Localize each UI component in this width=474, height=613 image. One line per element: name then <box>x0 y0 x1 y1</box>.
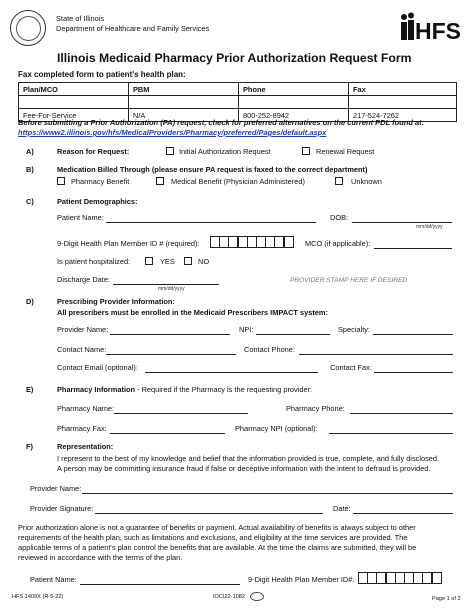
plan-table <box>18 82 457 122</box>
contact-fax-label: Contact Fax: <box>330 363 372 372</box>
hfs-logo <box>398 12 462 42</box>
dob-format-hint: mm/dd/yyyy <box>416 224 443 230</box>
signature-date-label: Date: <box>333 504 351 513</box>
pharmacy-npi-field[interactable] <box>329 433 453 434</box>
section-e-label: Pharmacy Information <box>57 385 136 394</box>
pharmacy-name-field[interactable] <box>114 413 248 414</box>
table-row <box>19 96 457 109</box>
section-e-label-note: - Required if the Pharmacy is the requesting provider: <box>135 385 313 394</box>
dob-field[interactable] <box>352 222 452 223</box>
npi-label: NPI: <box>239 325 254 334</box>
pharmacy-fax-label: Pharmacy Fax: <box>57 424 107 433</box>
specialty-label: Specialty: <box>338 325 371 334</box>
pbm-cell[interactable] <box>129 96 239 109</box>
initial-request-label: Initial Authorization Request <box>179 147 271 156</box>
hospitalized-label: Is patient hospitalized: <box>57 257 131 266</box>
footer-patient-name-field[interactable] <box>80 584 240 585</box>
phone-cell[interactable] <box>239 96 349 109</box>
fax-cell: 217-524-7262 <box>349 109 457 122</box>
pharmacy-fax-field[interactable] <box>110 433 225 434</box>
mco-field[interactable] <box>374 248 452 249</box>
renewal-request-label: Renewal Request <box>316 147 375 156</box>
disclaimer-line-2: requirements of the health plan, such as limitations and exclusions, and eligibility at the time services are provided. The <box>18 533 408 542</box>
pharmacy-name-label: Pharmacy Name: <box>57 404 115 413</box>
discharge-format-hint: mm/dd/yyyy <box>158 286 185 292</box>
disclaimer-line-1: Prior authorization alone is not a guarantee of benefits or payment. Actual availability of benefits is always subject to other <box>18 523 416 532</box>
section-c-letter: C) <box>26 197 34 206</box>
member-id-label: 9-Digit Health Plan Member ID # (required): <box>57 239 200 248</box>
form-id: HFS 1409X (R-5-22) <box>12 594 64 600</box>
member-id-boxes[interactable] <box>210 236 293 248</box>
patient-name-field[interactable] <box>106 222 316 223</box>
section-d-label: Prescribing Provider Information: <box>57 297 175 306</box>
plan-header-fax: Fax <box>349 83 457 96</box>
plan-cell: Fee-For-Service <box>19 109 129 122</box>
provider-name-label: Provider Name: <box>57 325 109 334</box>
footer-member-id-boxes[interactable] <box>358 572 441 584</box>
ioc-code: IOCI22-1082 <box>213 594 246 600</box>
pharmacy-benefit-label: Pharmacy Benefit <box>71 177 130 186</box>
fax-cell[interactable] <box>349 96 457 109</box>
page-number: Page 1 of 2 <box>432 596 461 602</box>
pharmacy-npi-label: Pharmacy NPI (optional): <box>235 424 318 433</box>
section-d-letter: D) <box>26 297 34 306</box>
signature-date-field[interactable] <box>353 513 453 514</box>
plan-cell[interactable] <box>19 96 129 109</box>
plan-header-plan: Plan/MCO <box>19 83 129 96</box>
contact-email-label: Contact Email (optional): <box>57 363 138 372</box>
hospitalized-yes-label: YES <box>160 257 175 266</box>
contact-email-field[interactable] <box>145 372 318 373</box>
renewal-request-checkbox[interactable] <box>302 147 310 155</box>
contact-phone-field[interactable] <box>299 354 453 355</box>
pharmacy-phone-field[interactable] <box>350 413 453 414</box>
disclaimer-line-3: applicable terms of a patient's plan control the benefits that are available. At the time the claims are submitted, they will be <box>18 543 417 552</box>
section-a-label: Reason for Request: <box>57 147 130 156</box>
fax-note: Fax completed form to patient's health plan: <box>18 70 186 79</box>
section-c-label: Patient Demographics: <box>57 197 138 206</box>
representation-line-1: I represent to the best of my knowledge and belief that the information provided is true, complete, and fully disclosed. <box>57 454 440 463</box>
hfs-logo-text: HFS <box>415 18 461 42</box>
phone-cell: 800-252-8942 <box>239 109 349 122</box>
hospitalized-yes-checkbox[interactable] <box>145 257 153 265</box>
disclaimer-line-4: reviewed in accordance with the terms of the plan. <box>18 553 183 562</box>
hospitalized-no-label: NO <box>198 257 210 266</box>
plan-table-header <box>19 83 457 96</box>
section-e-heading <box>57 386 312 393</box>
agency-line-2: Department of Healthcare and Family Services <box>56 24 210 33</box>
medical-benefit-label: Medical Benefit (Physician Administered) <box>171 177 305 186</box>
specialty-field[interactable] <box>373 334 453 335</box>
provider-signature-field[interactable] <box>95 513 323 514</box>
footer-patient-name-label: Patient Name: <box>30 575 77 584</box>
pbm-cell: N/A <box>129 109 239 122</box>
provider-name-field[interactable] <box>110 334 230 335</box>
plan-header-pbm: PBM <box>129 83 239 96</box>
section-a-letter: A) <box>26 147 34 156</box>
pharmacy-phone-label: Pharmacy Phone: <box>286 404 345 413</box>
contact-phone-label: Contact Phone: <box>244 345 295 354</box>
representation-line-2: A person may be committing insurance fraud if false or deceptive information with the intent to defraud is provided. <box>57 464 431 473</box>
section-f-letter: F) <box>26 442 33 451</box>
provider-signature-label: Provider Signature: <box>30 504 94 513</box>
provider-stamp-area: PROVIDER STAMP HERE IF DESIRED <box>290 277 408 284</box>
hospitalized-no-checkbox[interactable] <box>184 257 192 265</box>
signature-provider-name-label: Provider Name: <box>30 484 82 493</box>
pharmacy-benefit-checkbox[interactable] <box>57 177 65 185</box>
agency-line-1: State of Illinois <box>56 14 105 23</box>
dob-label: DOB: <box>330 213 349 222</box>
discharge-date-field[interactable] <box>113 284 219 285</box>
pdl-note: Before submitting a Prior Authorization (PA) request, check for preferred alternatives on the current PDL found at: <box>18 118 425 127</box>
plan-header-phone: Phone <box>239 83 349 96</box>
signature-provider-name-field[interactable] <box>82 493 453 494</box>
mco-label: MCO (if applicable): <box>305 239 371 248</box>
npi-field[interactable] <box>256 334 330 335</box>
section-f-label: Representation: <box>57 442 114 451</box>
section-b-label: Medication Billed Through (please ensure PA request is faxed to the correct department) <box>57 165 368 174</box>
state-seal-logo <box>10 10 46 46</box>
union-bug-logo <box>250 592 264 601</box>
contact-name-label: Contact Name: <box>57 345 107 354</box>
initial-request-checkbox[interactable] <box>166 147 174 155</box>
form-title: Illinois Medicaid Pharmacy Prior Authorization Request Form <box>57 51 412 65</box>
footer-member-id-label: 9-Digit Health Plan Member ID#: <box>248 575 355 584</box>
discharge-date-label: Discharge Date: <box>57 275 110 284</box>
contact-name-field[interactable] <box>106 354 236 355</box>
pdl-link[interactable]: https://www2.illinois.gov/hfs/MedicalProviders/Pharmacy/preferred/Pages/default.aspx <box>18 128 327 137</box>
section-b-letter: B) <box>26 165 34 174</box>
section-e-letter: E) <box>26 385 34 394</box>
section-d-sublabel: All prescribers must be enrolled in the Medicaid Prescribers IMPACT system: <box>57 308 328 317</box>
medical-benefit-checkbox[interactable] <box>156 177 164 185</box>
unknown-benefit-label: Unknown <box>351 177 382 186</box>
contact-fax-field[interactable] <box>374 372 453 373</box>
patient-name-label: Patient Name: <box>57 213 104 222</box>
unknown-benefit-checkbox[interactable] <box>335 177 343 185</box>
